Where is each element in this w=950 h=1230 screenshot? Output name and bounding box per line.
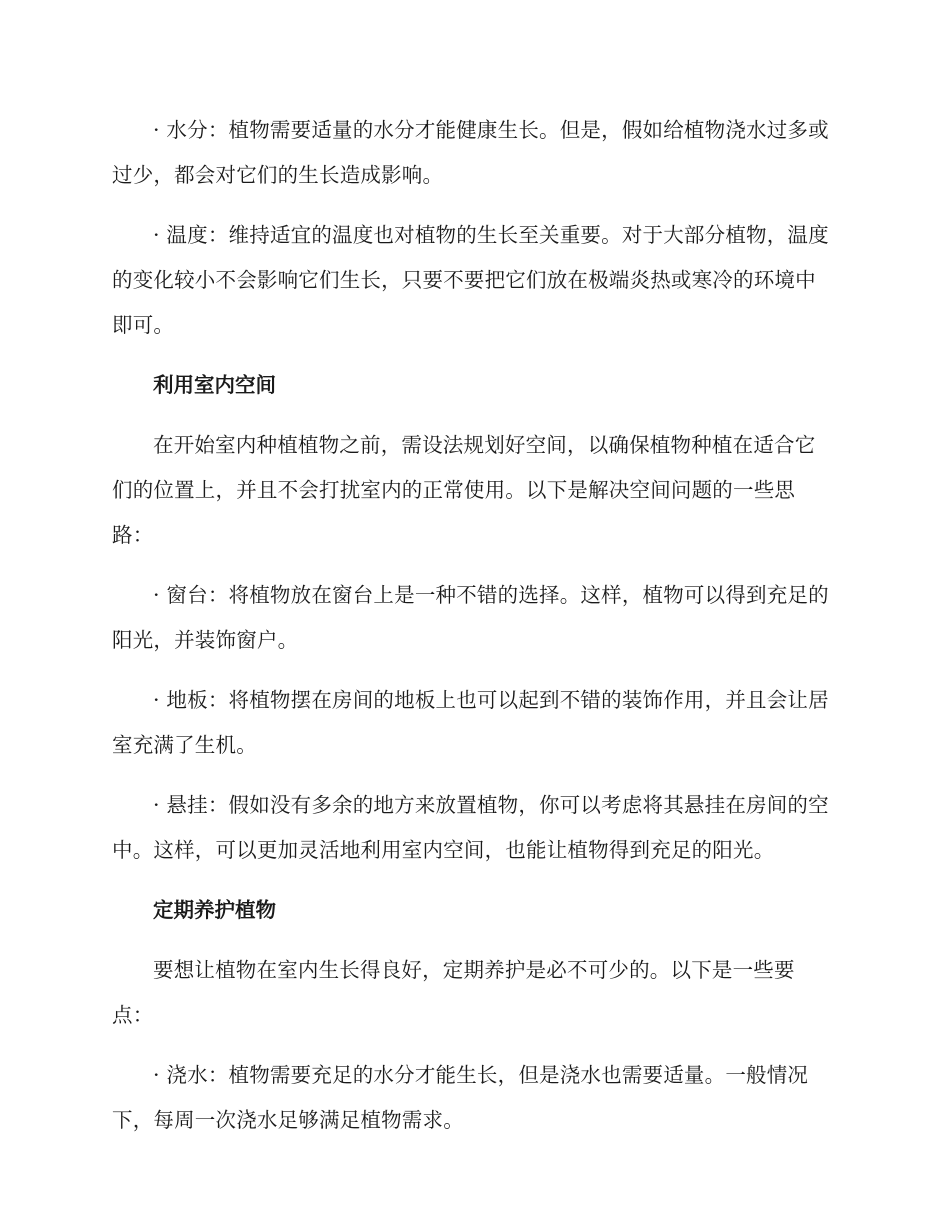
intro-paragraph-space: 在开始室内种植植物之前，需设法规划好空间，以确保植物种植在适合它们的位置上，并且不会打扰室内的正常使用。以下是解决空间问题的一些思路： xyxy=(112,433,816,547)
bullet-paragraph-watering: · 浇水：植物需要充足的水分才能生长，但是浇水也需要适量。一般情况下，每周一次浇水足够满足植物需求。 xyxy=(112,1063,809,1132)
bullet-paragraph-floor: · 地板：将植物摆在房间的地板上也可以起到不错的装饰作用，并且会让居室充满了生机。 xyxy=(112,688,829,757)
bullet-paragraph-windowsill: · 窗台：将植物放在窗台上是一种不错的选择。这样，植物可以得到充足的阳光，并装饰窗户。 xyxy=(112,583,829,652)
bullet-paragraph-temperature: · 温度：维持适宜的温度也对植物的生长至关重要。对于大部分植物，温度的变化较小不会影响它们生长，只要不要把它们放在极端炎热或寒冷的环境中即可。 xyxy=(112,223,829,337)
document-body xyxy=(112,108,830,1158)
bullet-paragraph-water: · 水分：植物需要适量的水分才能健康生长。但是，假如给植物浇水过多或过少，都会对它们的生长造成影响。 xyxy=(112,118,829,187)
section-heading-maintenance: 定期养护植物 xyxy=(153,898,276,922)
intro-paragraph-maintenance: 要想让植物在室内生长得良好，定期养护是必不可少的。以下是一些要点： xyxy=(112,958,795,1027)
section-heading-indoor-space: 利用室内空间 xyxy=(153,373,276,397)
bullet-paragraph-hanging: · 悬挂：假如没有多余的地方来放置植物，你可以考虑将其悬挂在房间的空中。这样，可以更加灵活地利用室内空间，也能让植物得到充足的阳光。 xyxy=(112,793,829,862)
